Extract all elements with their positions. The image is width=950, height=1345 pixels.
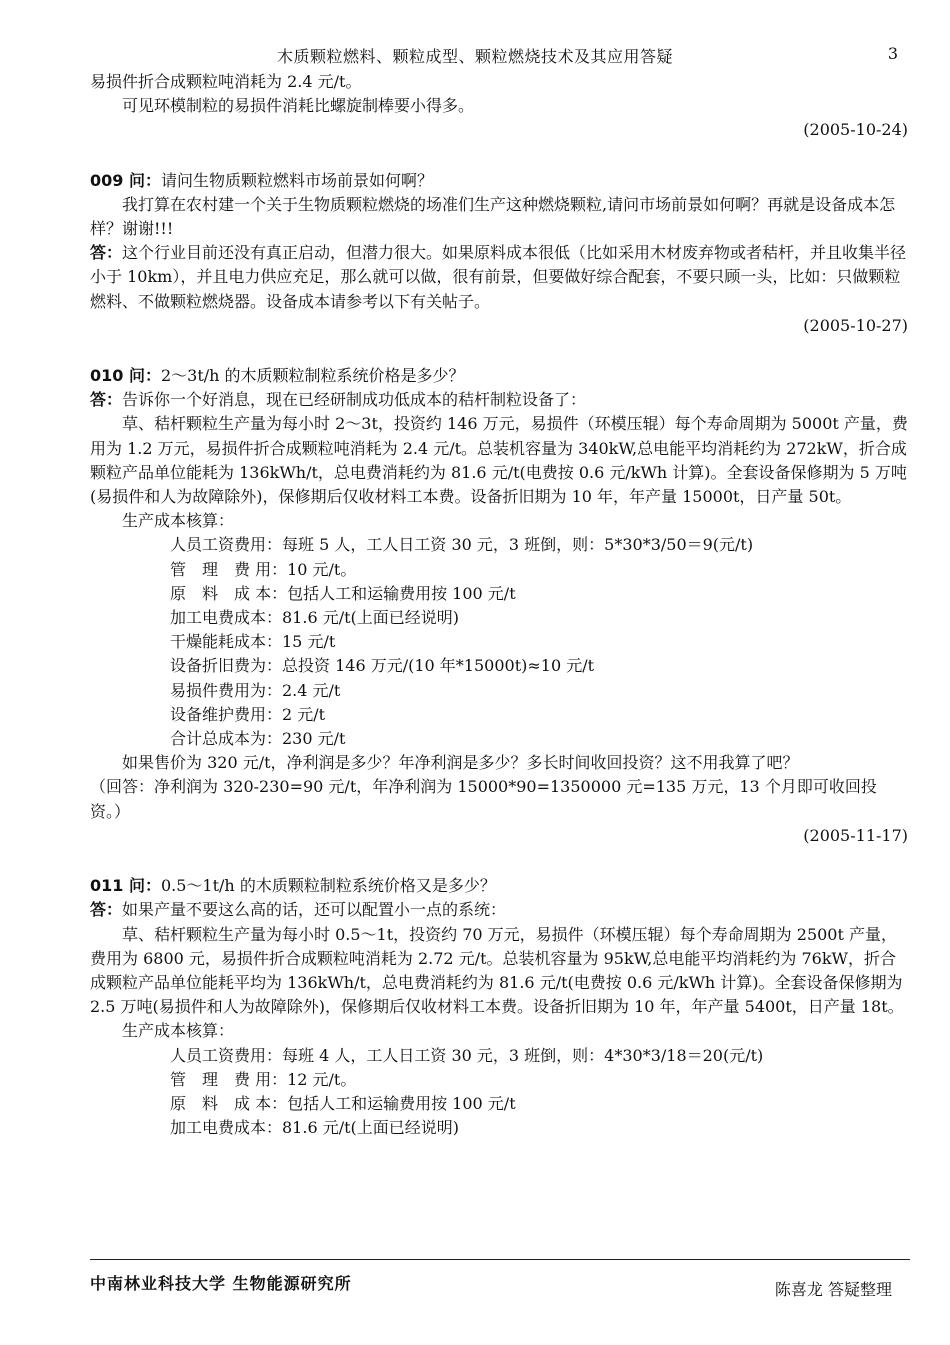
question-010: [90, 364, 908, 388]
question-011: [90, 874, 908, 898]
cost-item: 加工电费成本：81.6 元/t(上面已经说明): [170, 608, 460, 628]
footer-institution: 中南林业科技大学 生物能源研究所: [90, 1274, 352, 1293]
question-label: 009 问：: [90, 170, 161, 190]
answer-text: 这个行业目前还没有真正启动，但潜力很大。如果原料成本很低（比如采用木材废弃物或者秸杆，并且收集半径小于 10km），并且电力供应充足，那么就可以做，很有前景，但要做好综合配套，不要只顾一头，比如：只做颗粒燃料、不做颗粒燃烧器。设备成本请参考以下有关帖子。: [90, 243, 907, 311]
question-text: 0.5～1t/h 的木质颗粒制粒系统价格又是多少？: [160, 876, 496, 896]
footer-divider: [90, 1259, 910, 1260]
cost-item: 人员工资费用：每班 4 人，工人日工资 30 元，3 班倒，则：4*30*3/18＝20(元/t): [170, 1045, 764, 1065]
page-number: 3: [887, 44, 898, 63]
intro-line: 易损件折合成颗粒吨消耗为 2.4 元/t。: [90, 72, 362, 91]
question-label: 011 问：: [90, 876, 161, 896]
answer-009: [90, 241, 908, 314]
page-header: [0, 44, 950, 68]
cost-item: 合计总成本为：230 元/t: [170, 729, 346, 749]
answer-010: [90, 388, 908, 412]
entry-date: (2005-10-27): [803, 315, 908, 335]
answer-paragraph: 草、秸杆颗粒生产量为每小时 0.5～1t，投资约 70 万元，易损件（环模压辊）每个寿命周期为 2500t 产量，费用为 6800 元，易损件折合成颗粒吨消耗为 2.72 元/t。总装机容量为 95kW,总电能平均消耗约为 76kW，折合成颗粒产品单位能耗平均为 136kWh/t，总电费消耗约为 81.6 元/t(电费按 0.6 元/kWh 计算)。全套设备保修期为 2.5 万吨(易损件和人为故障除外)，保修期后仅收材料工本费。设备折旧期为 10 年，年产量 5400t，日产量 18t。: [90, 924, 904, 1017]
header-title: 木质颗粒燃料、颗粒成型、颗粒燃烧技术及其应用答疑: [276, 47, 673, 66]
cost-item: 人员工资费用：每班 5 人，工人日工资 30 元，3 班倒，则：5*30*3/50＝9(元/t): [170, 535, 754, 555]
answer-label: 答：: [90, 390, 123, 410]
question-text: 请问生物质颗粒燃料市场前景如何啊？: [160, 170, 433, 190]
cost-item: 原 料 成 本：包括人工和运输费用按 100 元/t: [170, 1093, 516, 1113]
followup-question: 如果售价为 320 元/t，净利润是多少？年净利润是多少？多长时间收回投资？这不用我算了吧？: [122, 753, 799, 773]
cost-item: 原 料 成 本：包括人工和运输费用按 100 元/t: [170, 583, 516, 603]
question-009: [90, 169, 908, 193]
document-body: [90, 70, 908, 1140]
cost-item: 加工电费成本：81.6 元/t(上面已经说明): [170, 1118, 460, 1138]
question-text: 2～3t/h 的木质颗粒制粒系统价格是多少？: [160, 366, 465, 386]
cost-title: 生产成本核算：: [122, 511, 235, 531]
question-detail: 我打算在农村建一个关于生物质颗粒燃烧的场准们生产这种燃烧颗粒,请问市场前景如何啊？再就是设备成本怎样？谢谢!!!: [90, 194, 896, 239]
answer-text: 告诉你一个好消息，现在已经研制成功低成本的秸杆制粒设备了：: [122, 390, 587, 410]
answer-label: 答：: [90, 243, 123, 263]
answer-label: 答：: [90, 900, 123, 920]
cost-item: 设备折旧费为：总投资 146 万元/(10 年*15000t)≈10 元/t: [170, 656, 595, 676]
answer-paragraph: 草、秸杆颗粒生产量为每小时 2～3t，投资约 146 万元，易损件（环模压辊）每个寿命周期为 5000t 产量，费用为 1.2 万元，易损件折合成颗粒吨消耗为 2.4 元/t。总装机容量为 340kW,总电能平均消耗约为 272kW，折合成颗粒产品单位能耗为 136kWh/t，总电费消耗约为 81.6 元/t(电费按 0.6 元/kWh 计算)。全套设备保修期为 5 万吨(易损件和人为故障除外)，保修期后仅收材料工本费。设备折旧期为 10 年，年产量 15000t，日产量 50t。: [90, 414, 908, 507]
cost-item: 易损件费用为：2.4 元/t: [170, 680, 341, 700]
cost-item: 管 理 费 用：12 元/t。: [170, 1069, 357, 1089]
cost-item: 设备维护费用：2 元/t: [170, 704, 326, 724]
followup-reply: （回答：净利润为 320-230=90 元/t，年净利润为 15000*90=1350000 元=135 万元，13 个月即可收回投资。）: [90, 777, 877, 821]
cost-item: 管 理 费 用：10 元/t。: [170, 559, 357, 579]
footer-editor: 陈喜龙 答疑整理: [774, 1280, 892, 1299]
question-label: 010 问：: [90, 366, 161, 386]
entry-date: (2005-11-17): [803, 825, 908, 845]
cost-item: 干燥能耗成本：15 元/t: [170, 632, 336, 652]
entry-date: (2005-10-24): [803, 120, 908, 140]
answer-011: [90, 898, 908, 922]
intro-line: 可见环模制粒的易损件消耗比螺旋制棒要小得多。: [122, 96, 475, 116]
answer-text: 如果产量不要这么高的话，还可以配置小一点的系统：: [122, 900, 507, 920]
cost-title: 生产成本核算：: [122, 1021, 235, 1041]
